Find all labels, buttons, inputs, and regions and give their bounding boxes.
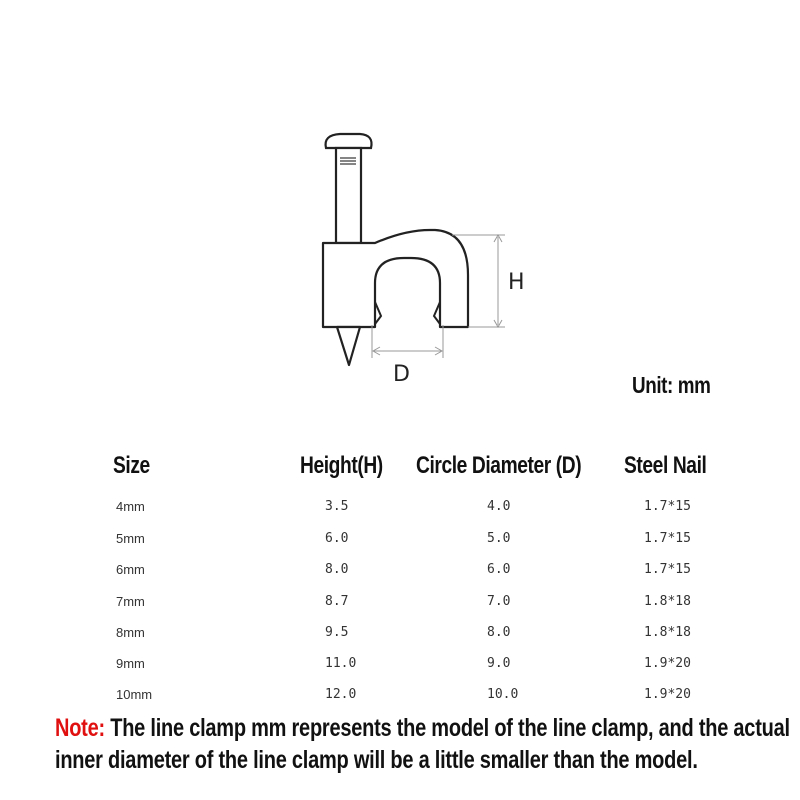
cell-size: 5mm (116, 531, 145, 546)
unit-label: Unit: mm (632, 372, 711, 398)
note-prefix: Note: (55, 714, 105, 742)
cell-size: 6mm (116, 562, 145, 577)
table-row (0, 656, 800, 687)
cell-height: 12.0 (325, 687, 357, 702)
cell-nail: 1.8*18 (644, 594, 691, 609)
header-size: Size (113, 452, 150, 479)
nail-shank (336, 148, 361, 243)
cell-height: 8.0 (325, 562, 349, 577)
cell-size: 10mm (116, 687, 153, 702)
cell-nail: 1.9*20 (644, 687, 691, 702)
cell-size: 8mm (116, 625, 145, 640)
cell-nail: 1.9*20 (644, 656, 691, 671)
table-row (0, 625, 800, 656)
cell-size: 4mm (116, 499, 145, 514)
nail-head (326, 134, 372, 148)
cell-diameter: 10.0 (487, 687, 519, 702)
cell-nail: 1.8*18 (644, 625, 691, 640)
cell-nail: 1.7*15 (644, 499, 691, 514)
cell-nail: 1.7*15 (644, 562, 691, 577)
cell-nail: 1.7*15 (644, 531, 691, 546)
diameter-label: D (393, 362, 410, 387)
cell-height: 11.0 (325, 656, 357, 671)
nail-tip (337, 327, 360, 365)
header-circle-diameter: Circle Diameter (D) (416, 452, 582, 479)
cell-height: 3.5 (325, 499, 349, 514)
note-line-1 (55, 712, 799, 744)
height-label: H (508, 270, 525, 295)
cell-height: 8.7 (325, 594, 349, 609)
cell-diameter: 7.0 (487, 594, 511, 609)
note-text (55, 712, 790, 776)
cell-size: 7mm (116, 594, 145, 609)
clamp-diagram (160, 90, 660, 400)
header-height: Height(H) (300, 452, 383, 479)
table-row (0, 594, 800, 625)
table-row (0, 531, 800, 562)
table-row (0, 499, 800, 530)
cable-clamp-illustration (160, 90, 660, 400)
cell-diameter: 5.0 (487, 531, 511, 546)
cell-diameter: 4.0 (487, 499, 511, 514)
note-line-2: inner diameter of the line clamp will be a little smaller than the model. (55, 746, 698, 774)
cell-diameter: 6.0 (487, 562, 511, 577)
header-steel-nail: Steel Nail (624, 452, 707, 479)
cell-size: 9mm (116, 656, 145, 671)
table-row (0, 562, 800, 593)
cell-height: 6.0 (325, 531, 349, 546)
note-line-1-text: The line clamp mm represents the model of the line clamp, and the actual (104, 714, 790, 742)
clamp-body (323, 230, 468, 327)
cell-diameter: 8.0 (487, 625, 511, 640)
cell-height: 9.5 (325, 625, 349, 640)
cell-diameter: 9.0 (487, 656, 511, 671)
